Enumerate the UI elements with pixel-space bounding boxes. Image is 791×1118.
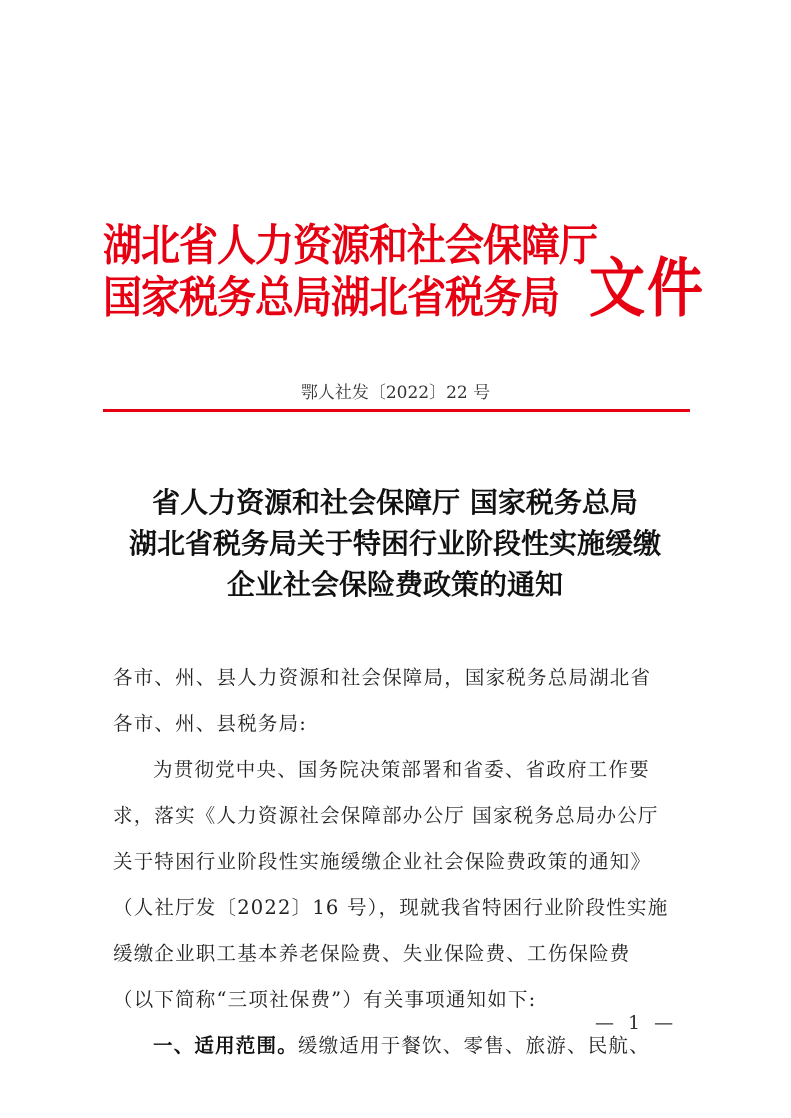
section-1-text: 缓缴适用于餐饮、零售、旅游、民航、 — [297, 1034, 650, 1057]
title-line-3: 企业社会保险费政策的通知 — [226, 568, 563, 601]
issuer-line-2: 国家税务总局湖北省税务局 — [103, 273, 560, 324]
page-number: — 1 — — [595, 1012, 678, 1034]
document-number: 鄂人社发〔2022〕22 号 — [300, 383, 491, 403]
body-line: 为贯彻党中央、国务院决策部署和省委、省政府工作要 — [153, 758, 650, 781]
title-line-2: 湖北省税务局关于特困行业阶段性实施缓缴 — [128, 527, 661, 560]
body-line: （人社厅发〔2022〕16 号），现就我省特困行业阶段性实施 — [113, 896, 669, 919]
title-line-1: 省人力资源和社会保障厅 国家税务总局 — [152, 486, 638, 519]
section-1-heading: 一、适用范围。 — [153, 1034, 298, 1057]
issuer-header — [103, 218, 703, 328]
issuer-names — [103, 218, 597, 322]
addressee-line-2: 各市、州、县税务局: — [113, 712, 308, 735]
red-divider — [103, 409, 690, 412]
issuer-suffix: 文件 — [589, 251, 705, 327]
document-body — [113, 655, 685, 1069]
body-line: （以下简称“三项社保费”）有关事项通知如下: — [113, 988, 537, 1011]
addressee-line-1: 各市、州、县人力资源和社会保障局，国家税务总局湖北省 — [113, 666, 652, 689]
body-line: 关于特困行业阶段性实施缓缴企业社会保险费政策的通知》 — [113, 850, 652, 873]
body-line: 缓缴企业职工基本养老保险费、失业保险费、工伤保险费 — [113, 942, 631, 965]
document-title — [95, 482, 695, 605]
body-line: 求，落实《人力资源社会保障部办公厅 国家税务总局办公厅 — [113, 804, 659, 827]
issuer-line-1: 湖北省人力资源和社会保障厅 — [103, 221, 598, 272]
